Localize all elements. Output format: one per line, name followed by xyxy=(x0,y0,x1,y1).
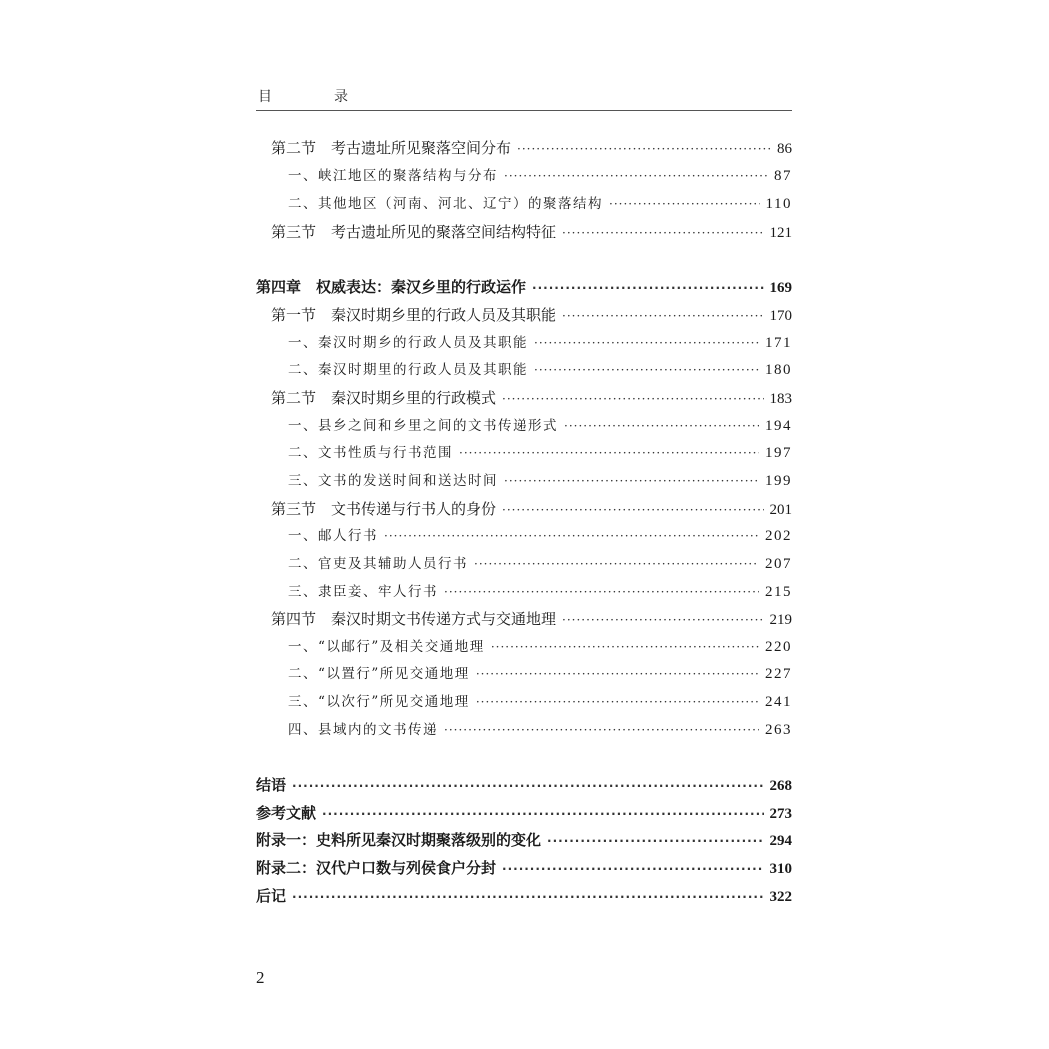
toc-entry-page: 227 xyxy=(765,666,792,682)
dot-leader xyxy=(562,608,763,632)
dot-leader xyxy=(476,662,759,686)
toc-entry-page: 220 xyxy=(765,639,792,655)
toc-entry-page: 215 xyxy=(765,584,792,600)
toc-entry-page: 310 xyxy=(769,861,792,877)
dot-leader xyxy=(491,635,759,659)
toc-entry xyxy=(288,662,792,686)
header-rule xyxy=(256,110,792,111)
toc-entry-title: 后记 xyxy=(256,887,287,905)
toc-entry-title: 一、县乡之间和乡里之间的文书传递形式 xyxy=(288,418,558,434)
toc-entry-page: 207 xyxy=(765,556,792,572)
toc-entry-page: 197 xyxy=(765,445,792,461)
toc-entry-page: 322 xyxy=(769,889,792,905)
toc-entry-title: 一、峡江地区的聚落结构与分布 xyxy=(288,168,498,184)
toc-entry-title: 一、邮人行书 xyxy=(288,528,378,544)
toc-entry-page: 199 xyxy=(765,473,792,489)
toc-entry-page: 194 xyxy=(765,418,792,434)
toc-entry-page: 110 xyxy=(765,196,792,212)
dot-leader xyxy=(534,331,759,355)
dot-leader xyxy=(444,580,759,604)
toc-entry xyxy=(271,607,792,631)
toc-entry-title: 第三节 文书传递与行书人的身份 xyxy=(271,500,497,518)
toc-entry-page: 183 xyxy=(769,391,792,407)
toc-entry-title: 第二节 秦汉时期乡里的行政模式 xyxy=(271,389,497,407)
dot-leader xyxy=(322,802,763,826)
dot-leader xyxy=(502,387,763,411)
toc-entry xyxy=(288,358,792,382)
toc-entry-title: 一、“以邮行”及相关交通地理 xyxy=(288,639,485,655)
toc-entry-page: 294 xyxy=(769,833,792,849)
dot-leader xyxy=(384,524,759,548)
toc-entry-title: 一、秦汉时期乡的行政人员及其职能 xyxy=(288,335,528,351)
toc-entry xyxy=(288,552,792,576)
page-number: 2 xyxy=(256,968,265,987)
toc-entry xyxy=(288,192,792,216)
dot-leader xyxy=(502,857,763,881)
dot-leader xyxy=(459,441,759,465)
toc-entry xyxy=(256,856,792,880)
dot-leader xyxy=(534,358,759,382)
toc-entry xyxy=(288,441,792,465)
dot-leader xyxy=(564,414,759,438)
toc-entry xyxy=(288,690,792,714)
dot-leader xyxy=(532,276,763,300)
toc-entry xyxy=(256,801,792,825)
toc-entry-page: 180 xyxy=(765,362,792,378)
dot-leader xyxy=(609,192,760,216)
dot-leader xyxy=(504,164,768,188)
toc-entry-page: 219 xyxy=(769,612,792,628)
toc-entry xyxy=(256,275,792,299)
toc-entry-title: 第一节 秦汉时期乡里的行政人员及其职能 xyxy=(271,306,557,324)
dot-leader xyxy=(474,552,759,576)
toc-entry-page: 273 xyxy=(769,806,792,822)
toc-entry-title: 四、县域内的文书传递 xyxy=(288,722,438,738)
dot-leader xyxy=(502,498,763,522)
toc-entry-page: 171 xyxy=(765,335,792,351)
toc-entry-title: 三、隶臣妾、牢人行书 xyxy=(288,584,438,600)
toc-entry xyxy=(256,884,792,908)
toc-entry xyxy=(288,469,792,493)
toc-entry-title: 二、秦汉时期里的行政人员及其职能 xyxy=(288,362,528,378)
dot-leader xyxy=(292,885,763,909)
toc-entry-title: 第三节 考古遗址所见的聚落空间结构特征 xyxy=(271,223,557,241)
dot-leader xyxy=(562,304,763,328)
dot-leader xyxy=(562,221,763,245)
toc-entry-title: 第四章 权威表达：秦汉乡里的行政运作 xyxy=(256,278,527,296)
toc-entry-title: 附录一：史料所见秦汉时期聚落级别的变化 xyxy=(256,831,542,849)
toc-entry-title: 三、“以次行”所见交通地理 xyxy=(288,694,470,710)
toc-entry xyxy=(256,828,792,852)
toc-entry-page: 86 xyxy=(777,141,792,157)
toc-entry xyxy=(288,331,792,355)
toc-entry-title: 二、其他地区（河南、河北、辽宁）的聚落结构 xyxy=(288,196,603,212)
toc-entry xyxy=(271,497,792,521)
running-header: 目 录 xyxy=(258,89,372,105)
toc-entry-title: 第四节 秦汉时期文书传递方式与交通地理 xyxy=(271,610,557,628)
dot-leader xyxy=(444,718,759,742)
dot-leader xyxy=(476,690,759,714)
toc-entry-title: 第二节 考古遗址所见聚落空间分布 xyxy=(271,139,512,157)
toc-entry-page: 241 xyxy=(765,694,792,710)
toc-entry-title: 结语 xyxy=(256,776,287,794)
toc-entry xyxy=(288,580,792,604)
toc-entry xyxy=(288,718,792,742)
toc-entry-title: 附录二：汉代户口数与列侯食户分封 xyxy=(256,859,497,877)
toc-entry xyxy=(256,773,792,797)
dot-leader xyxy=(547,829,763,853)
toc-entry xyxy=(288,414,792,438)
dot-leader xyxy=(292,774,763,798)
toc-entry-page: 268 xyxy=(769,778,792,794)
toc-entry-title: 三、文书的发送时间和送达时间 xyxy=(288,473,498,489)
toc-entry xyxy=(288,635,792,659)
toc-entry-page: 263 xyxy=(765,722,792,738)
toc-entry xyxy=(271,136,792,160)
toc-entry xyxy=(271,220,792,244)
toc-entry-title: 参考文献 xyxy=(256,804,317,822)
dot-leader xyxy=(517,137,771,161)
toc-entry-page: 202 xyxy=(765,528,792,544)
dot-leader xyxy=(504,469,759,493)
toc-entry-page: 170 xyxy=(769,308,792,324)
toc-entry xyxy=(271,303,792,327)
toc-entry xyxy=(288,524,792,548)
toc-entry-title: 二、文书性质与行书范围 xyxy=(288,445,453,461)
toc-entry-title: 二、官吏及其辅助人员行书 xyxy=(288,556,468,572)
toc-entry-page: 201 xyxy=(769,502,792,518)
toc-entry-page: 169 xyxy=(769,280,792,296)
toc-entry-page: 87 xyxy=(774,168,792,184)
toc-entry xyxy=(288,164,792,188)
toc-entry-title: 二、“以置行”所见交通地理 xyxy=(288,666,470,682)
toc-entry xyxy=(271,386,792,410)
toc-entry-page: 121 xyxy=(769,225,792,241)
